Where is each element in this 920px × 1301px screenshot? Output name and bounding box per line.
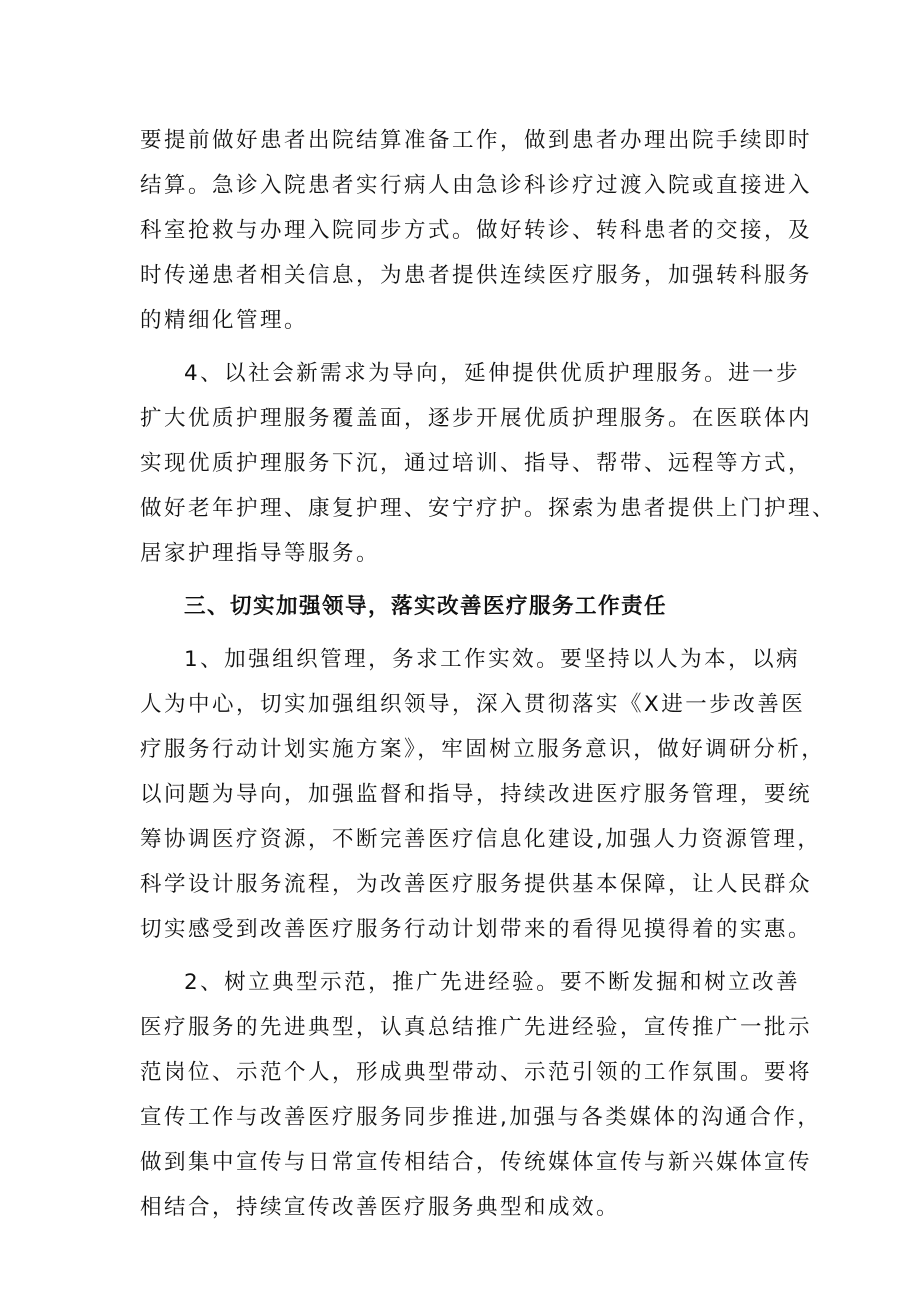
text-line: 1、加强组织管理，务求工作实效。要坚持以人为本，以病 (184, 647, 801, 672)
text-line: 切实感受到改善医疗服务行动计划带来的看得见摸得着的实惠。 (140, 917, 813, 942)
document-page (140, 118, 837, 1230)
text-line: 居家护理指导等服务。 (140, 541, 381, 566)
text-line: 要提前做好患者出院结算准备工作，做到患者办理出院手续即时 (140, 128, 813, 153)
paragraph-nursing-service (140, 351, 837, 576)
text-line: 人为中心，切实加强组织领导，深入贯彻落实《X进一步改善医 (140, 692, 806, 717)
text-line: 科学设计服务流程，为改善医疗服务提供基本保障，让人民群众 (140, 872, 813, 897)
text-line: 做好老年护理、康复护理、安宁疗护。探索为患者提供上门护理、 (140, 496, 837, 521)
text-line: 疗服务行动计划实施方案》，牢固树立服务意识，做好调研分析， (140, 737, 826, 762)
text-line: 结算。急诊入院患者实行病人由急诊科诊疗过渡入院或直接进入 (140, 173, 813, 198)
text-line: 相结合，持续宣传改善医疗服务典型和成效。 (140, 1195, 621, 1220)
text-line: 科室抢救与办理入院同步方式。做好转诊、转科患者的交接，及 (140, 218, 813, 243)
text-line: 医疗服务的先进典型，认真总结推广先进经验，宣传推广一批示 (140, 1015, 813, 1040)
text-line: 实现优质护理服务下沉，通过培训、指导、帮带、远程等方式， (140, 451, 813, 476)
text-line: 以问题为导向，加强监督和指导，持续改进医疗服务管理，要统 (140, 782, 813, 807)
text-line: 的精细化管理。 (140, 308, 309, 333)
text-line: 时传递患者相关信息，为患者提供连续医疗服务，加强转科服务 (140, 263, 813, 288)
text-line: 范岗位、示范个人，形成典型带动、示范引领的工作氛围。要将 (140, 1060, 813, 1085)
section-heading: 三、切实加强领导，落实改善医疗服务工作责任 (184, 594, 668, 619)
text-line: 宣传工作与改善医疗服务同步推进,加强与各类媒体的沟通合作， (140, 1105, 822, 1130)
text-line: 做到集中宣传与日常宣传相结合，传统媒体宣传与新兴媒体宣传 (140, 1150, 813, 1175)
text-line: 扩大优质护理服务覆盖面，逐步开展优质护理服务。在医联体内 (140, 406, 813, 431)
text-line: 筹协调医疗资源，不断完善医疗信息化建设,加强人力资源管理， (140, 827, 822, 852)
text-line: 2、树立典型示范，推广先进经验。要不断发掘和树立改善 (184, 970, 801, 995)
paragraph-discharge-settlement (140, 118, 813, 343)
text-line: 4、以社会新需求为导向，延伸提供优质护理服务。进一步 (184, 361, 801, 386)
paragraph-typical-demonstration (140, 960, 822, 1230)
paragraph-organization-management (140, 637, 826, 952)
